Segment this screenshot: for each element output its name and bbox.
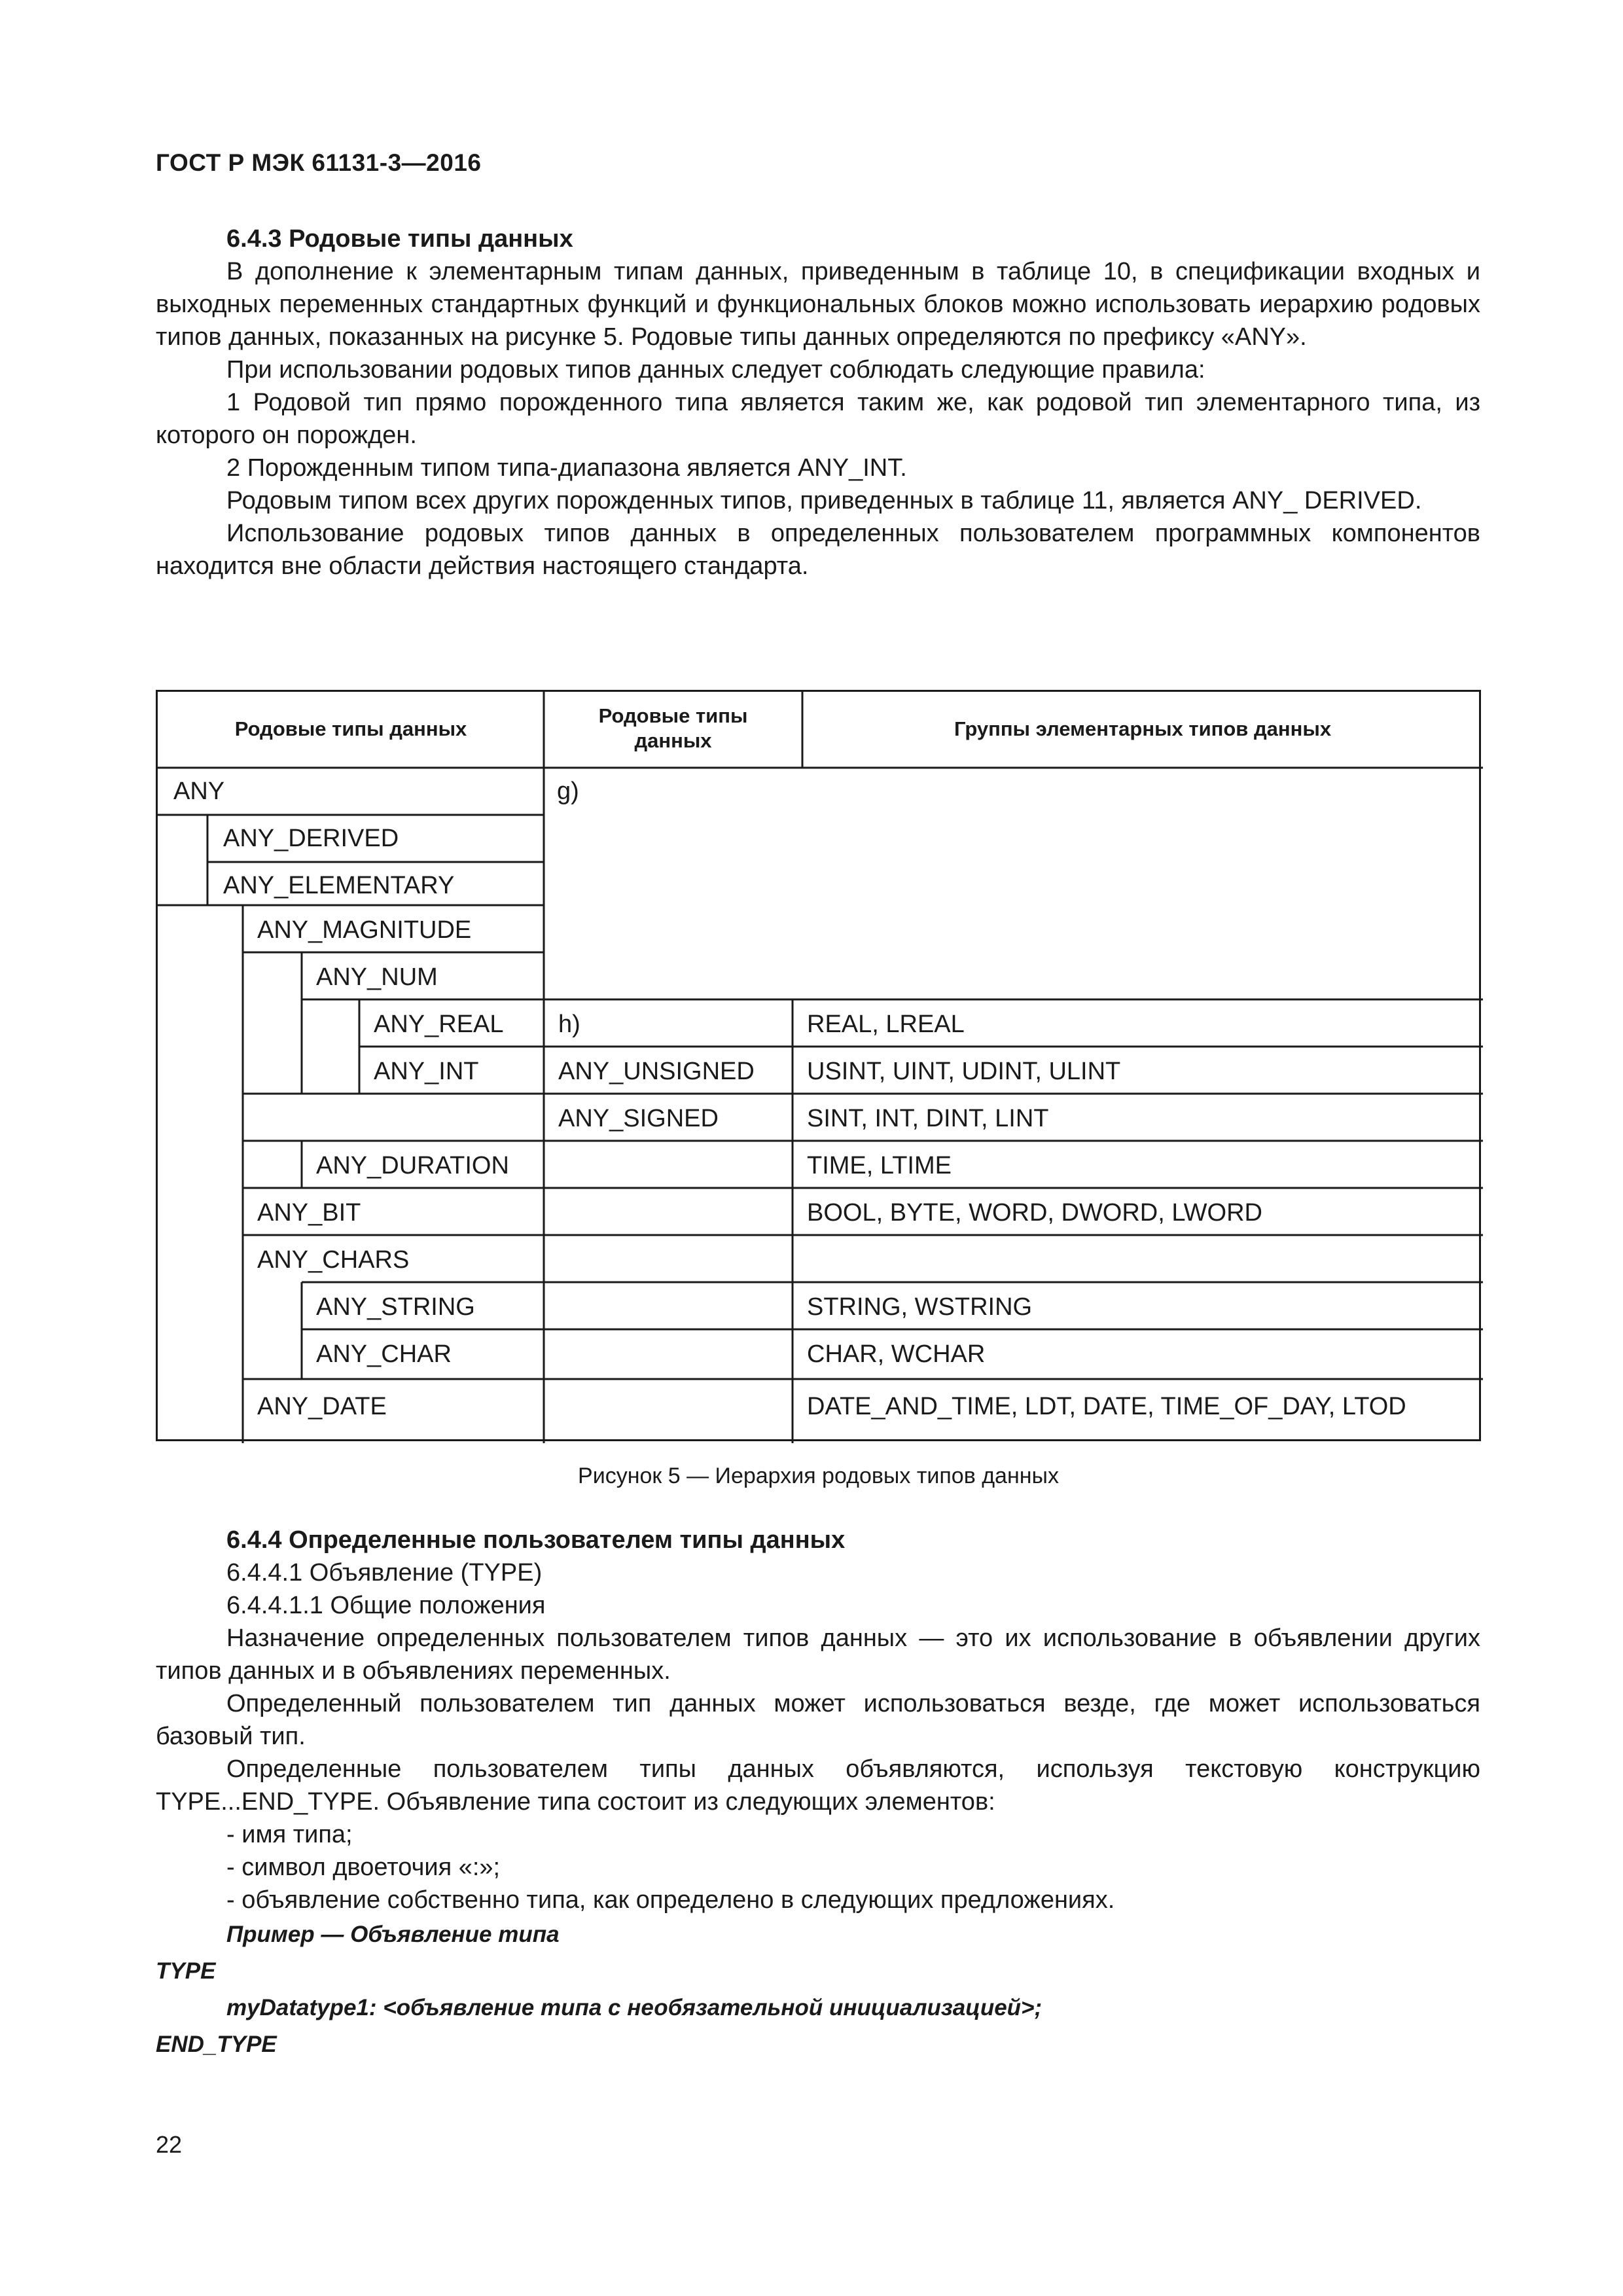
group-string: STRING, WSTRING bbox=[807, 1293, 1033, 1321]
type-any-signed: ANY_SIGNED bbox=[558, 1105, 719, 1132]
group-date: DATE_AND_TIME, LDT, DATE, TIME_OF_DAY, LTOD bbox=[807, 1393, 1406, 1420]
subsection-heading: 6.4.4.1.1 Общие положения bbox=[226, 1592, 546, 1619]
type-any-duration: ANY_DURATION bbox=[316, 1152, 509, 1179]
paragraph: В дополнение к элементарным типам данных, приведенным в таблице 10, в спецификации входных и выходных переменных стандартных функций и функциональных блоков можно использовать иерархию родовых типов данных, показанных на рисунке 5. Родовые типы данных определяются по префиксу «ANY». bbox=[156, 258, 1480, 351]
type-any-num: ANY_NUM bbox=[316, 963, 438, 991]
type-any-char: ANY_CHAR bbox=[316, 1340, 452, 1368]
list-item: - символ двоеточия «:»; bbox=[226, 1854, 501, 1881]
header-line: данных bbox=[634, 729, 712, 752]
group-duration: TIME, LTIME bbox=[807, 1152, 952, 1179]
code-line: myDatatype1: <объявление типа с необязательной инициализацией>; bbox=[226, 1995, 1043, 2020]
group-unsigned: USINT, UINT, UDINT, ULINT bbox=[807, 1058, 1121, 1085]
section-heading: 6.4.3 Родовые типы данных bbox=[226, 225, 573, 253]
section-6-4-3 bbox=[156, 223, 1480, 583]
header-elementary-groups: Группы элементарных типов данных bbox=[954, 717, 1332, 740]
type-any: ANY bbox=[173, 778, 225, 805]
list-item: - объявление собственно типа, как определено в следующих предложениях. bbox=[226, 1886, 1115, 1914]
type-any-date: ANY_DATE bbox=[257, 1393, 387, 1420]
subsection-heading: 6.4.4.1 Объявление (TYPE) bbox=[226, 1559, 543, 1587]
group-signed: SINT, INT, DINT, LINT bbox=[807, 1105, 1049, 1132]
header-generic-types-2 bbox=[544, 704, 802, 753]
code-line: TYPE bbox=[156, 1958, 216, 1984]
type-any-derived: ANY_DERIVED bbox=[223, 825, 399, 852]
section-heading: 6.4.4 Определенные пользователем типы данных bbox=[226, 1526, 846, 1554]
paragraph: 2 Порожденным типом типа-диапазона является ANY_INT. bbox=[226, 454, 907, 482]
header-line: Родовые типы bbox=[598, 704, 748, 727]
type-any-unsigned: ANY_UNSIGNED bbox=[558, 1058, 755, 1085]
group-char: CHAR, WCHAR bbox=[807, 1340, 986, 1368]
section-6-4-4 bbox=[156, 1524, 1480, 2063]
code-line: END_TYPE bbox=[156, 2032, 277, 2057]
figure-5-hierarchy-table bbox=[156, 690, 1481, 1441]
document-header: ГОСТ Р МЭК 61131-3—2016 bbox=[156, 149, 482, 176]
page-number: 22 bbox=[156, 2131, 183, 2158]
type-any-magnitude: ANY_MAGNITUDE bbox=[257, 916, 472, 944]
paragraph: При использовании родовых типов данных следует соблюдать следующие правила: bbox=[226, 356, 1205, 384]
paragraph: Использование родовых типов данных в определенных пользователем программных компонентов находится вне области действия настоящего стандарта. bbox=[156, 520, 1480, 580]
type-any-bit: ANY_BIT bbox=[257, 1199, 361, 1227]
figure-caption: Рисунок 5 — Иерархия родовых типов данных bbox=[578, 1463, 1059, 1488]
type-any-string: ANY_STRING bbox=[316, 1293, 475, 1321]
type-any-elementary: ANY_ELEMENTARY bbox=[223, 872, 455, 899]
type-any-chars: ANY_CHARS bbox=[257, 1246, 410, 1274]
group-bit: BOOL, BYTE, WORD, DWORD, LWORD bbox=[807, 1199, 1262, 1227]
type-any-int: ANY_INT bbox=[374, 1058, 479, 1085]
example-title: Пример — Объявление типа bbox=[226, 1922, 560, 1947]
paragraph: Определенный пользователем тип данных может использоваться везде, где может использоваться базовый тип. bbox=[156, 1690, 1480, 1750]
group-real: REAL, LREAL bbox=[807, 1011, 965, 1038]
paragraph: Определенные пользователем типы данных объявляются, используя текстовую конструкцию TYPE...END_TYPE. Объявление типа состоит из следующих элементов: bbox=[156, 1755, 1480, 1816]
note-g: g) bbox=[557, 778, 579, 805]
paragraph: Родовым типом всех других порожденных типов, приведенных в таблице 11, является ANY_ DERIVED. bbox=[226, 487, 1422, 514]
note-h: h) bbox=[558, 1011, 580, 1038]
list-item: - имя типа; bbox=[226, 1821, 353, 1848]
paragraph: Назначение определенных пользователем типов данных — это их использование в объявлении других типов данных и в объявлениях переменных. bbox=[156, 1624, 1480, 1685]
paragraph: 1 Родовой тип прямо порожденного типа является таким же, как родовой тип элементарного типа, из которого он порожден. bbox=[156, 389, 1480, 449]
header-generic-types: Родовые типы данных bbox=[234, 717, 467, 740]
type-any-real: ANY_REAL bbox=[374, 1011, 504, 1038]
